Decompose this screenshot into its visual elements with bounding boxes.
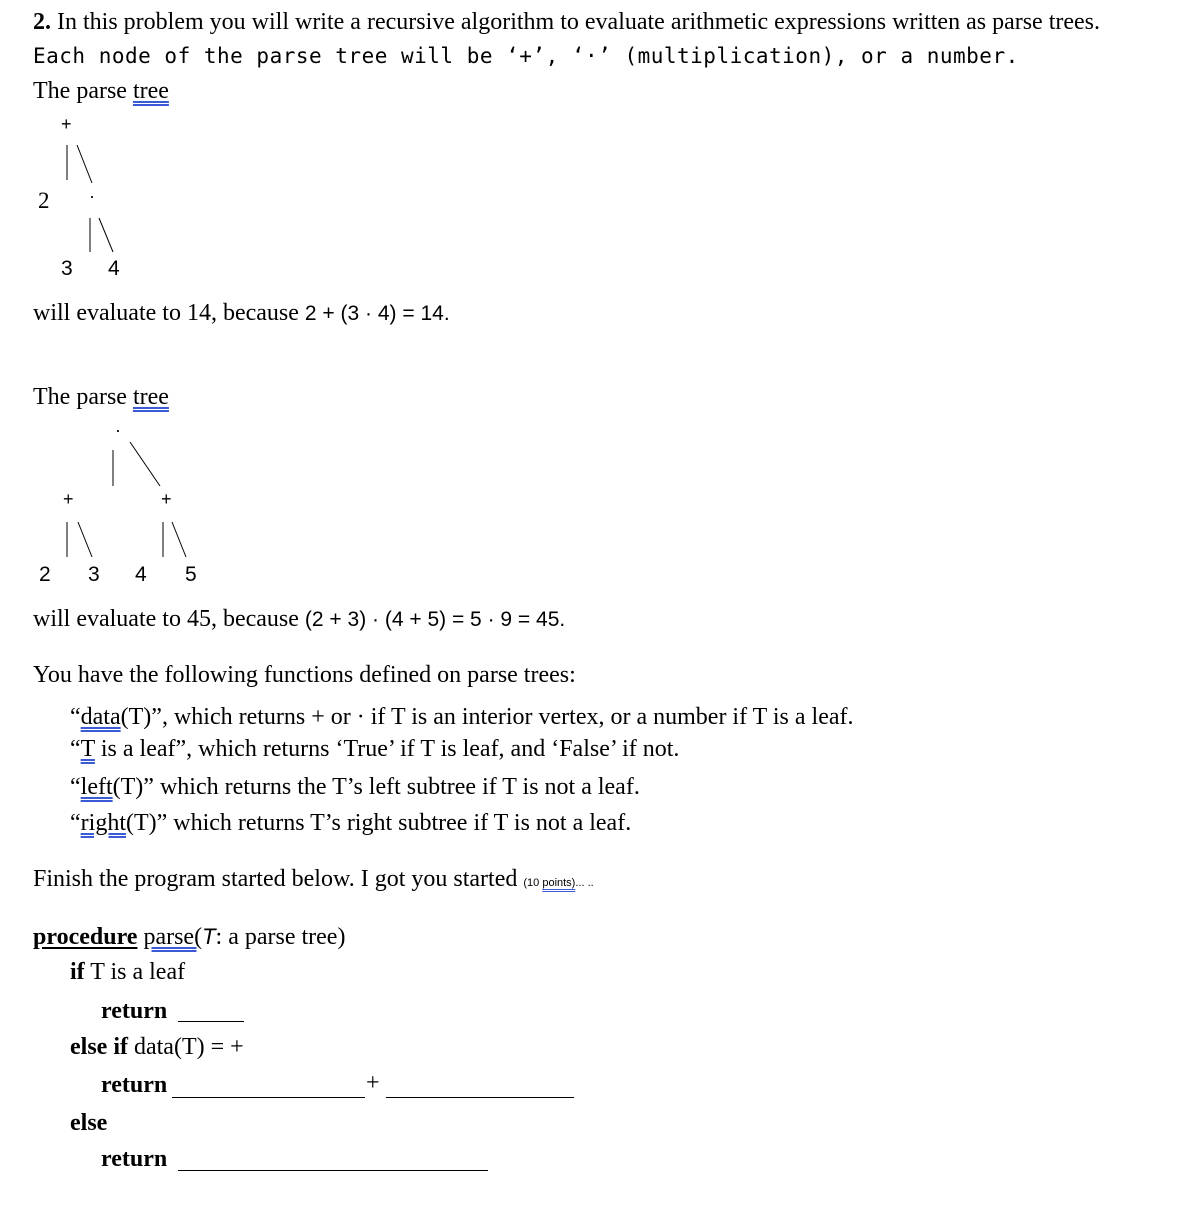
tree2-leaf-3: 3 [88,563,100,586]
points-note: (10 points)... .. [523,877,594,889]
tree2-right-op: + [161,489,172,509]
example1-result: will evaluate to 14, because 2 + (3 · 4) = 14. [33,300,450,326]
tree2-leaf-2: 2 [39,563,51,586]
tree1-root: + [61,114,72,134]
example2-expression: (2 + 3) · (4 + 5) = 5 · 9 = 45. [304,608,566,631]
function-name-data: data [80,704,121,730]
tree1-inner-op: · [89,186,95,206]
example1-label: The parse tree [33,78,169,104]
answer-blank-2b[interactable] [386,1097,574,1098]
tree2-left-op: + [63,489,74,509]
problem-statement-line2: Each node of the parse tree will be ‘+’, ‘·’ (multiplication), or a number. [33,44,1019,68]
function-data: “data(T)”, which returns + or · if T is an interior vertex, or a number if T is a leaf. [70,704,854,730]
procedure-name: parse( [143,924,203,950]
function-right: “right(T)” which returns T’s right subtree if T is not a leaf. [70,810,632,836]
example2-label: The parse tree [33,384,169,410]
procedure-keyword: procedure [33,924,138,950]
tree1-leaf-4: 4 [108,257,120,280]
problem-number: 2. [33,9,51,35]
function-is-leaf: “T is a leaf”, which returns ‘True’ if T is leaf, and ‘False’ if not. [70,736,680,762]
tree2-edge-left-r [78,522,92,557]
procedure-param: T [202,924,216,949]
procedure-header: procedure parse(T: a parse tree) [33,924,346,950]
tree2-root: · [115,420,121,440]
tree2-edge-right-r [172,522,186,557]
tree2-leaf-4: 4 [135,563,147,586]
example2-result: will evaluate to 45, because (2 + 3) · (4 + 5) = 5 · 9 = 45. [33,606,566,632]
example1-expression: 2 + (3 · 4) = 14. [304,302,450,325]
tree2-edge-root-right [130,442,160,486]
plus-sign: + [366,1070,380,1096]
answer-blank-1[interactable] [178,1021,244,1022]
tree1-edge-root-right [77,145,92,183]
tree-link: tree [132,384,169,410]
tree1-leaf-2: 2 [38,188,50,213]
return-line-3: return [101,1146,168,1172]
function-name-t: T [80,736,95,762]
tree1-edge-inner-right [99,218,113,252]
problem-intro: In this problem you will write a recursive algorithm to evaluate arithmetic expressions written as parse trees. [51,9,1101,35]
tree2-leaf-5: 5 [185,563,197,586]
return-line-1: return [101,998,168,1024]
else-line: else [70,1110,108,1136]
if-line: if T is a leaf [70,959,186,985]
answer-blank-2a[interactable] [172,1097,365,1098]
answer-blank-3[interactable] [178,1170,488,1171]
tree1-leaf-3: 3 [61,257,73,280]
problem-statement-line1 [33,9,1100,36]
function-name-left: left [80,774,113,800]
function-name-right: right [80,810,126,836]
else-if-line: else if data(T) = + [70,1034,244,1060]
finish-instruction: Finish the program started below. I got you started (10 points)... .. [33,866,594,892]
return-line-2: return [101,1072,168,1098]
tree-link: tree [132,78,169,104]
functions-intro: You have the following functions defined on parse trees: [33,662,576,688]
function-left: “left(T)” which returns the T’s left subtree if T is not a leaf. [70,774,640,800]
